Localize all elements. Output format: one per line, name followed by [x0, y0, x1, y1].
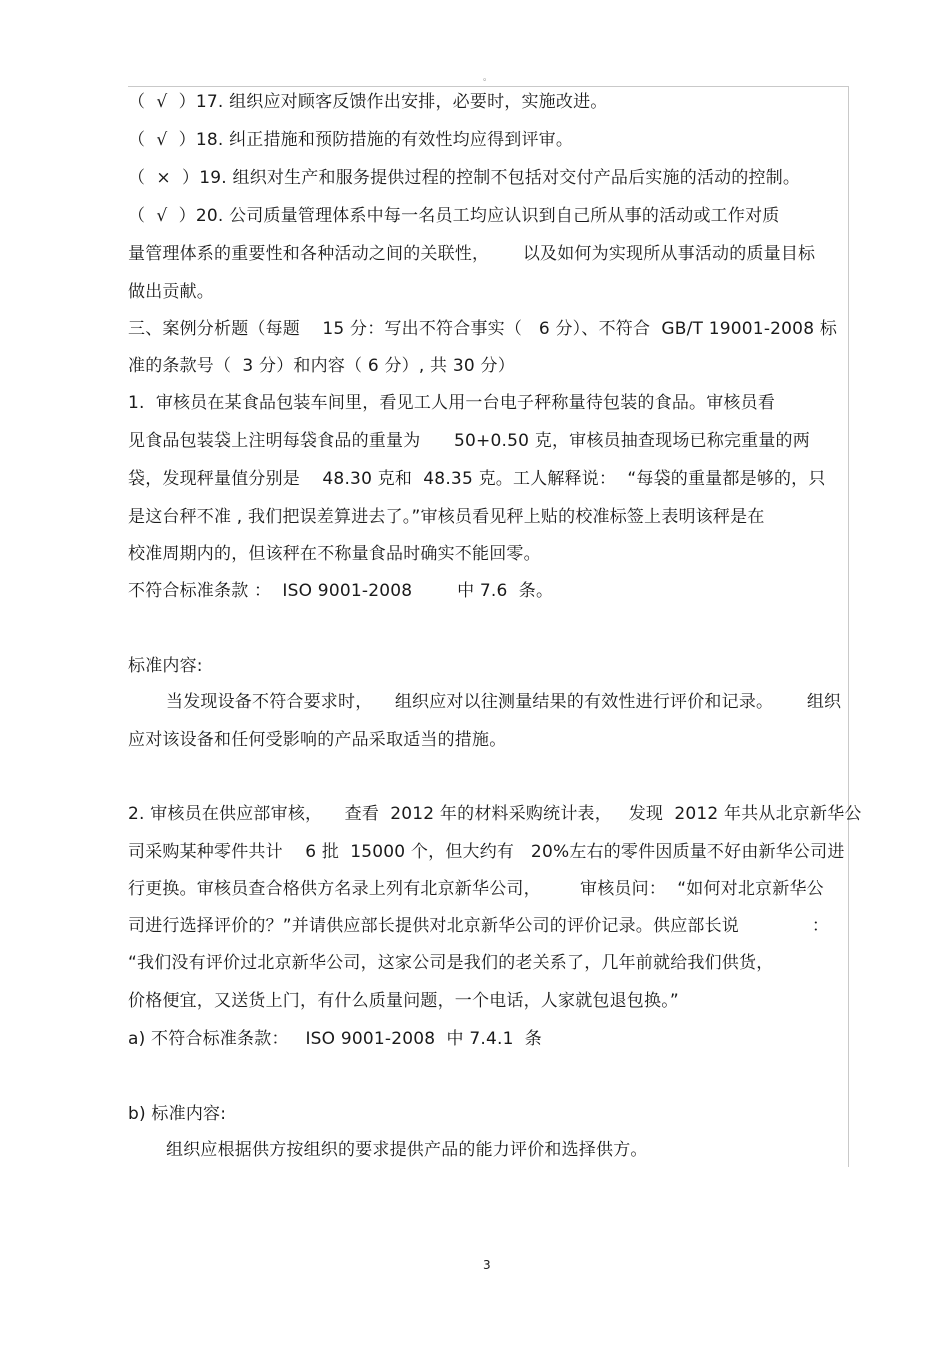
case2-text: 司进行选择评价的？”并请供应部长提供对北京新华公司的评价记录。供应部长说 ：	[128, 916, 830, 936]
case1-content-cont: 应对该设备和任何受影响的产品采取适当的措施。	[128, 730, 507, 750]
case2-text: 价格便宜，又送货上门，有什么质量问题，一个电话，人家就包退包换。”	[128, 991, 679, 1011]
judgement-item-18: （ √ ）18. 纠正措施和预防措施的有效性均应得到评审。	[128, 130, 574, 150]
case2-text: 行更换。审核员查合格供方名录上列有北京新华公司， 审核员问： “如何对北京新华公	[128, 879, 824, 899]
case2-clause: a) 不符合标准条款： ISO 9001-2008 中 7.4.1 条	[128, 1029, 542, 1049]
case2-text: 2. 审核员在供应部审核， 查看 2012 年的材料采购统计表， 发现 2012 年共从北京新华公	[128, 804, 862, 824]
judgement-item-20: （ √ ）20. 公司质量管理体系中每一名员工均应认识到自己所从事的活动或工作对质	[128, 206, 780, 226]
case1-clause: 不符合标准条款 ： ISO 9001-2008 中 7.6 条。	[128, 581, 554, 601]
case2-text: 司采购某种零件共计 6 批 15000 个，但大约有 20%左右的零件因质量不好由新华公司进	[128, 842, 845, 862]
case1-text: 1. 审核员在某食品包装车间里，看见工人用一台电子秤称量待包装的食品。审核员看	[128, 393, 776, 413]
header-dot: 。	[483, 73, 493, 83]
judgement-item-17: （ √ ）17. 组织应对顾客反馈作出安排，必要时，实施改进。	[128, 92, 608, 112]
case2-content: 组织应根据供方按组织的要求提供产品的能力评价和选择供方。	[166, 1140, 648, 1160]
section-3-heading-cont: 准的条款号（ 3 分）和内容（ 6 分）, 共 30 分）	[128, 356, 515, 376]
judgement-item-19: （ × ）19. 组织对生产和服务提供过程的控制不包括对交付产品后实施的活动的控制。	[128, 168, 801, 188]
case1-content: 当发现设备不符合要求时， 组织应对以往测量结果的有效性进行评价和记录。 组织	[166, 692, 842, 712]
case1-text: 袋，发现秤量值分别是 48.30 克和 48.35 克。工人解释说： “每袋的重量都是够的，只	[128, 469, 826, 489]
page-number: 3	[483, 1258, 491, 1272]
case1-text: 是这台秤不准 , 我们把误差算进去了。”审核员看见秤上贴的校准标签上表明该秤是在	[128, 507, 765, 527]
case2-text: “我们没有评价过北京新华公司，这家公司是我们的老关系了，几年前就给我们供货，	[128, 953, 774, 973]
judgement-item-20-cont: 量管理体系的重要性和各种活动之间的关联性， 以及如何为实现所从事活动的质量目标	[128, 244, 816, 264]
case1-text: 见食品包装袋上注明每袋食品的重量为 50+0.50 克，审核员抽查现场已称完重量的两	[128, 431, 810, 451]
judgement-item-20-end: 做出贡献。	[128, 282, 214, 302]
case1-text: 校准周期内的，但该秤在不称量食品时确实不能回零。	[128, 544, 541, 564]
case2-content-label: b) 标准内容:	[128, 1104, 227, 1124]
section-3-heading: 三、案例分析题（每题 15 分：写出不符合事实（ 6 分）、不符合 GB/T 19001-2008 标	[128, 319, 838, 339]
case1-content-label: 标准内容:	[128, 656, 203, 676]
